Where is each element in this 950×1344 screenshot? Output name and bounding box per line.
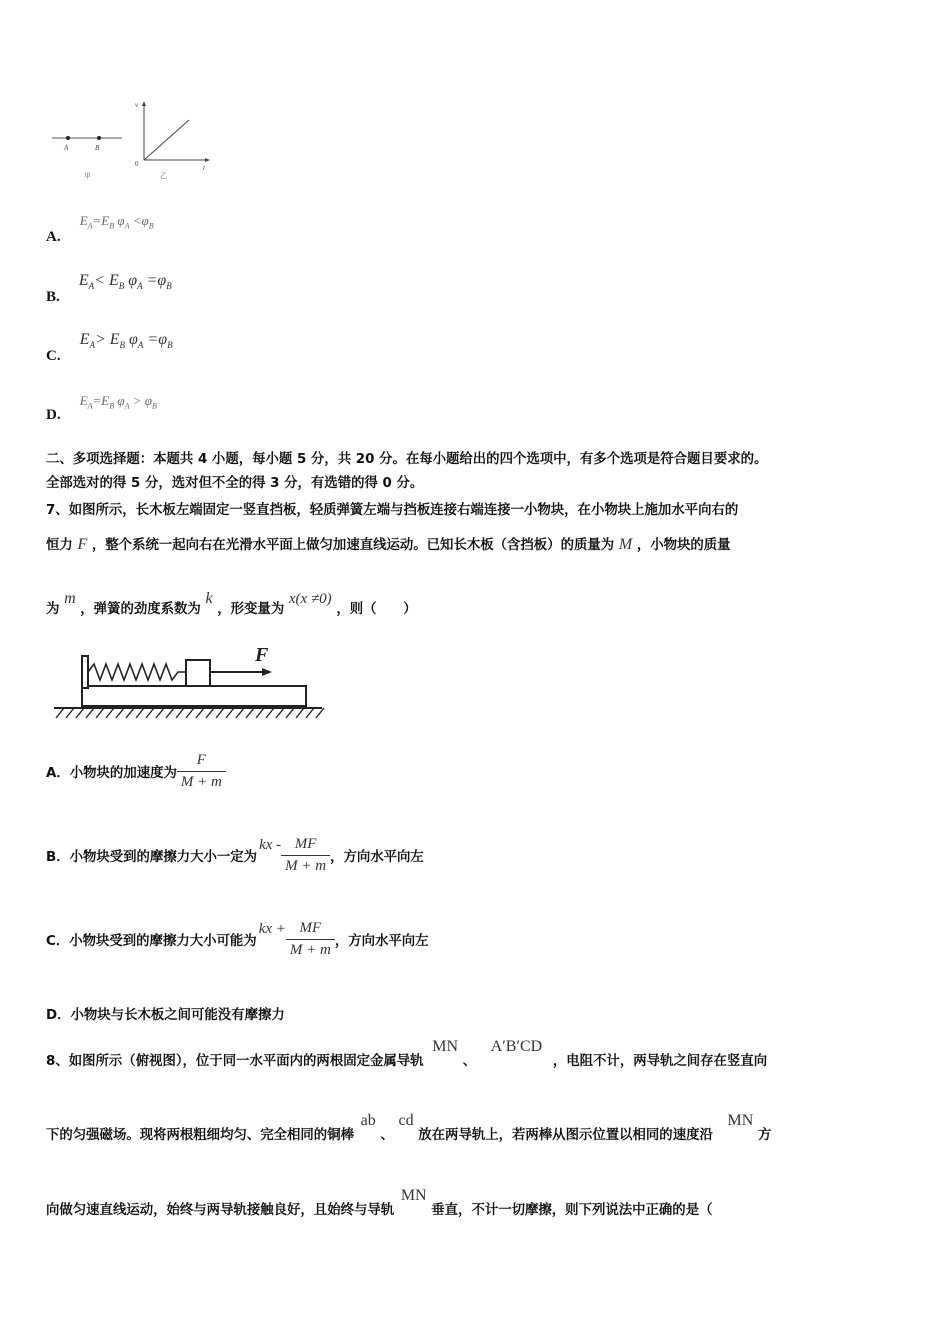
option-label: B.: [46, 289, 60, 305]
option-formula: $E_A=E_B$ $\varphi_A <\varphi_B$: [79, 213, 154, 231]
q8-line3: 向做匀速直线运动，始终与两导轨接触良好，且始终与导轨 MN 垂直，不计一切摩擦，则下列说法中正确的是（: [46, 1187, 713, 1218]
rail-abcd: A′B′CD: [490, 1038, 543, 1055]
axis-v-label: v: [135, 101, 139, 109]
q7-option-a[interactable]: A． 小物块的加速度为 $\frac{F}{M + m}$: [46, 752, 226, 791]
var-m-big: M: [618, 536, 633, 553]
fraction: $\frac{F}{M + m}$: [177, 752, 226, 791]
var-k: k: [205, 590, 213, 607]
section2-line1: 二、多项选择题：本题共 4 小题，每小题 5 分，共 20 分。在每小题给出的四个选项中，有多个选项是符合题目要求的。: [46, 452, 768, 467]
q6-option-c[interactable]: [46, 329, 173, 364]
option-label: C.: [46, 348, 61, 364]
rod-cd: cd: [398, 1112, 414, 1129]
block: [186, 660, 210, 686]
point-a: [66, 136, 70, 140]
var-x: x(x ≠0): [288, 591, 332, 607]
option-label: A.: [46, 229, 61, 245]
option-formula: $E_A< E_B$ $\varphi_A =\varphi_B$: [78, 272, 172, 292]
var-f: F: [77, 536, 88, 553]
baffle: [82, 656, 88, 688]
v-axis-arrow-icon: [142, 101, 146, 106]
spring: [88, 664, 186, 680]
vt-line: [144, 120, 189, 160]
q7-option-b[interactable]: B． 小物块受到的摩擦力大小一定为 kx - $\frac{MF}{M + m}$ ，方向水平向左: [46, 836, 424, 874]
q8-line2: 下的匀强磁场。现将两根粗细均匀、完全相同的铜棒 ab 、 cd 放在两导轨上，若两棒从图示位置以相同的速度沿 MN 方: [46, 1112, 772, 1143]
var-m-small: m: [64, 590, 76, 607]
point-a-label: A: [64, 144, 69, 152]
q7-line2: 恒力 F ，整个系统一起向右在光滑水平面上做匀加速直线运动。已知长木板（含挡板）的质量为 M ，小物块的质量: [46, 536, 731, 553]
option-label: D.: [46, 407, 61, 423]
point-b: [97, 136, 101, 140]
q7-option-c[interactable]: C． 小物块受到的摩擦力大小可能为 kx + $\frac{MF}{M + m}$ ，方向水平向左: [46, 920, 429, 958]
point-b-label: B: [95, 144, 100, 152]
fraction: $\frac{MF}{M + m}$: [281, 836, 330, 875]
q7-line3: 为 m ，弹簧的劲度系数为 k ，形变量为 x(x ≠0) ，则（ ）: [46, 590, 417, 617]
rail-mn: MN: [400, 1187, 427, 1204]
rail-mn: MN: [727, 1112, 754, 1129]
force-label: F: [255, 644, 269, 666]
rod-ab: ab: [360, 1112, 376, 1129]
long-board: [82, 686, 306, 706]
caption-right: 乙: [160, 172, 167, 180]
q6-option-d[interactable]: [46, 390, 157, 423]
option-formula: $E_A> E_B$ $\varphi_A =\varphi_B$: [79, 331, 173, 351]
origin-label: 0: [135, 160, 139, 168]
t-axis-arrow-icon: [205, 158, 210, 162]
rail-mn: MN: [432, 1038, 459, 1055]
figure-field-line-and-vt-graph: [44, 98, 224, 186]
force-arrowhead-icon: [262, 668, 272, 676]
axis-t-label: t: [203, 164, 205, 172]
ground-hatching: [56, 708, 324, 718]
section2-line2: 全部选对的得 5 分，选对但不全的得 3 分，有选错的得 0 分。: [46, 476, 424, 491]
q6-option-b[interactable]: [46, 270, 172, 305]
caption-left: 甲: [84, 172, 91, 180]
q8-line1: 8、如图所示（俯视图），位于同一水平面内的两根固定金属导轨 MN 、 A′B′CD ，电阻不计，两导轨之间存在竖直向: [46, 1038, 768, 1069]
fraction: $\frac{MF}{M + m}$: [286, 920, 335, 959]
q7-option-d[interactable]: D．小物块与长木板之间可能没有摩擦力: [46, 1008, 285, 1023]
option-formula: $E_A=E_B$ $\varphi_A > \varphi_B$: [79, 393, 157, 411]
q7-line1: 7、如图所示，长木板左端固定一竖直挡板，轻质弹簧左端与挡板连接右端连接一小物块，在小物块上施加水平向右的: [46, 503, 739, 518]
figure-board-spring-block: [50, 644, 330, 724]
q6-option-a[interactable]: [46, 210, 154, 245]
